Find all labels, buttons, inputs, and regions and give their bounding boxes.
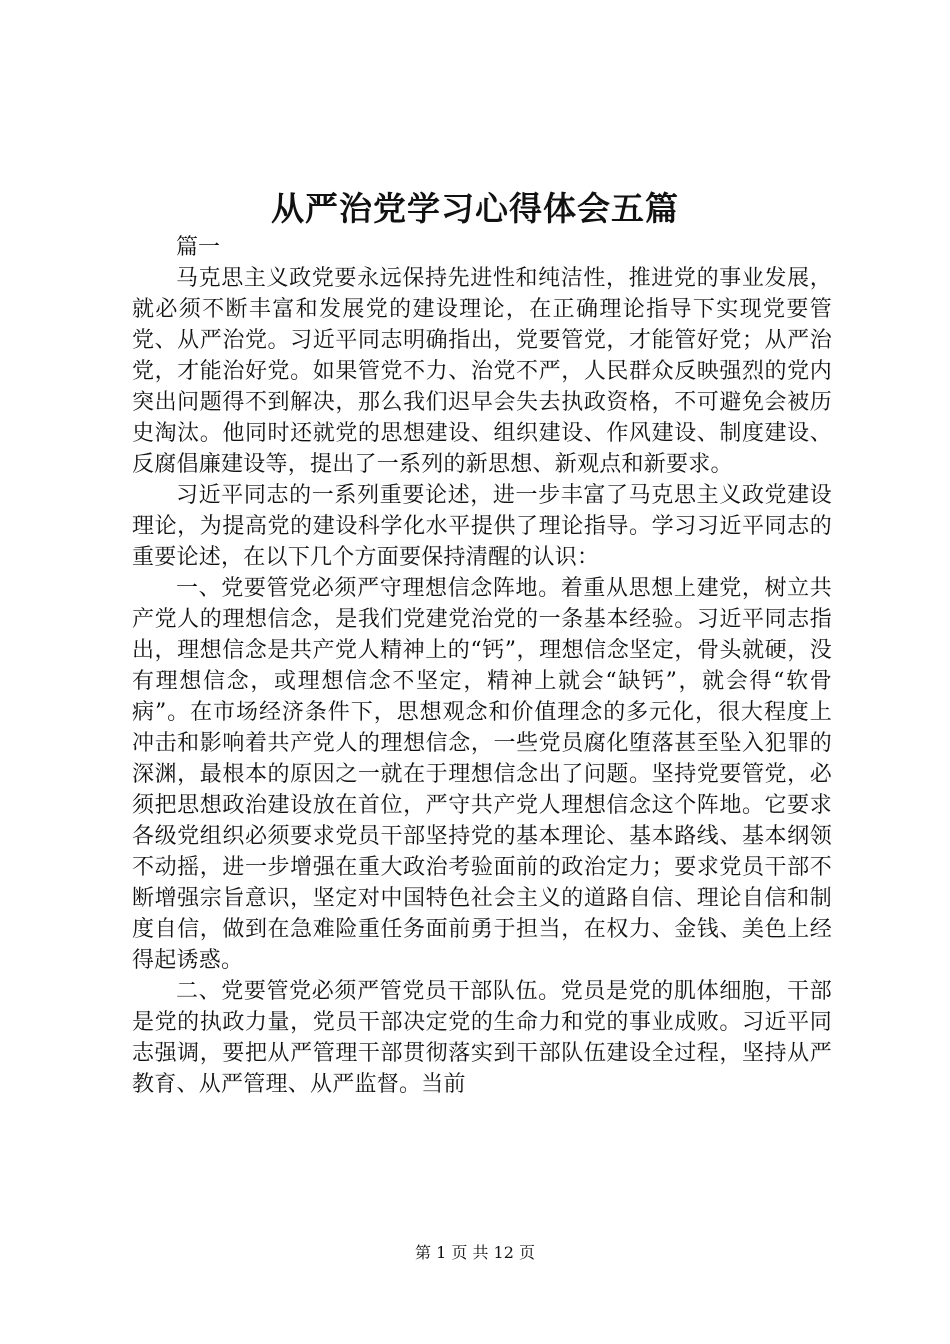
paragraph-4: 二、党要管党必须严管党员干部队伍。党员是党的肌体细胞，干部是党的执政力量，党员干部决定党的生命力和党的事业成败。习近平同志强调，要把从严管理干部贯彻落实到干部队伍建设全过程，坚持从严教育、从严管理、从严监督。当前 xyxy=(132,979,832,1097)
paragraph-2: 习近平同志的一系列重要论述，进一步丰富了马克思主义政党建设理论，为提高党的建设科学化水平提供了理论指导。学习习近平同志的重要论述，在以下几个方面要保持清醒的认识： xyxy=(132,483,832,570)
section-heading: 篇一 xyxy=(176,235,221,260)
document-title: 从严治党学习心得体会五篇 xyxy=(271,189,679,228)
document-body xyxy=(132,232,832,1100)
paragraph-1: 马克思主义政党要永远保持先进性和纯洁性，推进党的事业发展，就必须不断丰富和发展党的建设理论，在正确理论指导下实现党要管党、从严治党。习近平同志明确指出，党要管党，才能管好党；从严治党，才能治好党。如果管党不力、治党不严，人民群众反映强烈的党内突出问题得不到解决，那么我们迟早会失去执政资格，不可避免会被历史淘汰。他同时还就党的思想建设、组织建设、作风建设、制度建设、反腐倡廉建设等，提出了一系列的新思想、新观点和新要求。 xyxy=(132,266,832,477)
page-number-footer: 第 1 页 共 12 页 xyxy=(415,1243,535,1262)
paragraph-3: 一、党要管党必须严守理想信念阵地。着重从思想上建党，树立共产党人的理想信念，是我们党建党治党的一条基本经验。习近平同志指出，理想信念是共产党人精神上的“钙”，理想信念坚定，骨头就硬，没有理想信念，或理想信念不坚定，精神上就会“缺钙”，就会得“软骨病”。在市场经济条件下，思想观念和价值理念的多元化，很大程度上冲击和影响着共产党人的理想信念，一些党员腐化堕落甚至坠入犯罪的深渊，最根本的原因之一就在于理想信念出了问题。坚持党要管党，必须把思想政治建设放在首位，严守共产党人理想信念这个阵地。它要求各级党组织必须要求党员干部坚持党的基本理论、基本路线、基本纲领不动摇，进一步增强在重大政治考验面前的政治定力；要求党员干部不断增强宗旨意识，坚定对中国特色社会主义的道路自信、理论自信和制度自信，做到在急难险重任务面前勇于担当，在权力、金钱、美色上经得起诱惑。 xyxy=(132,576,832,973)
